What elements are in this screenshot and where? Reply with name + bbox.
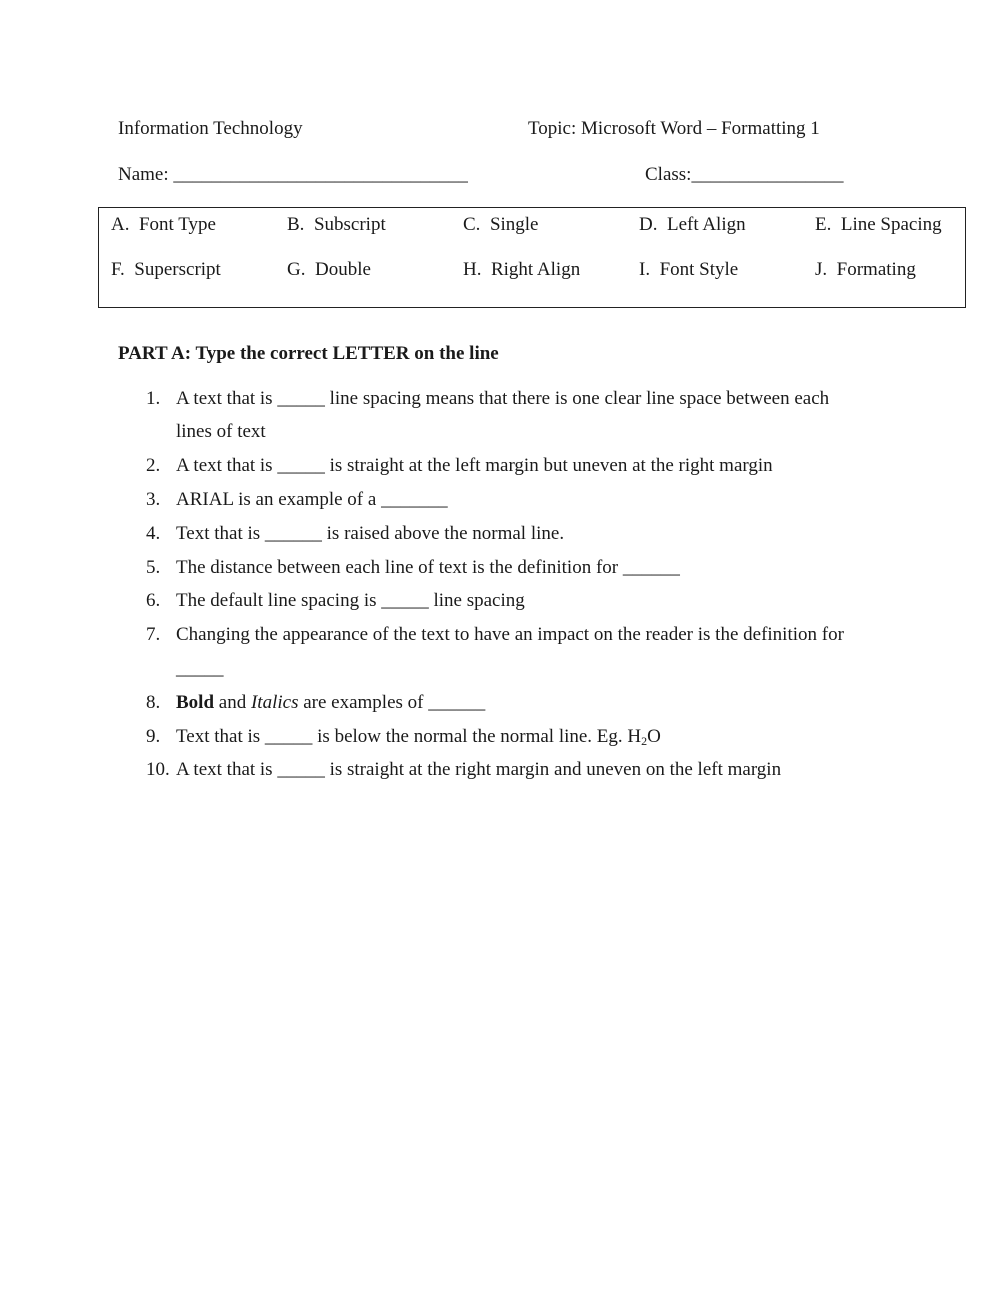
question-item: 4. Text that is ______ is raised above the normal line. (146, 523, 565, 544)
question-item: 8. Bold and Italics are examples of ______ (146, 692, 486, 713)
name-field: Name: _______________________________ (118, 164, 468, 185)
question-item: 5. The distance between each line of text is the definition for ______ (146, 557, 680, 578)
question-item: 6. The default line spacing is _____ line spacing (146, 590, 525, 611)
word-bank-item: D. Left Align (639, 214, 746, 235)
word-bank-item: B. Subscript (287, 214, 386, 235)
question-continuation: lines of text (176, 421, 266, 442)
word-bank-item: E. Line Spacing (815, 214, 942, 235)
italic-word: Italics (250, 692, 299, 713)
word-bank-item: I. Font Style (639, 259, 739, 280)
question-item: 2. A text that is _____ is straight at the left margin but uneven at the right margin (146, 455, 773, 476)
word-bank-box (98, 207, 966, 308)
word-bank-item: A. Font Type (111, 214, 216, 235)
word-bank-item: C. Single (463, 214, 539, 235)
question-item: 1. A text that is _____ line spacing means that there is one clear line space between each (146, 388, 830, 409)
bold-word: Bold (176, 692, 215, 713)
subscript-digit: 2 (641, 734, 648, 748)
question-continuation: _____ (176, 658, 224, 679)
class-field: Class:________________ (645, 164, 844, 185)
word-bank-item: G. Double (287, 259, 371, 280)
topic-title: Topic: Microsoft Word – Formatting 1 (528, 118, 820, 139)
subject-title: Information Technology (118, 118, 303, 139)
question-item: 9. Text that is _____ is below the normal the normal line. Eg. $H_2O$ (146, 726, 661, 748)
word-bank-item: J. Formating (815, 259, 916, 280)
question-item: 10. A text that is _____ is straight at the right margin and uneven on the left margin (146, 759, 782, 780)
word-bank-item: H. Right Align (463, 259, 581, 280)
word-bank-item: F. Superscript (111, 259, 221, 280)
question-item: 7. Changing the appearance of the text to have an impact on the reader is the definition for (146, 624, 844, 645)
question-item: 3. ARIAL is an example of a _______ (146, 489, 448, 510)
part-a-title: PART A: Type the correct LETTER on the line (118, 343, 499, 364)
